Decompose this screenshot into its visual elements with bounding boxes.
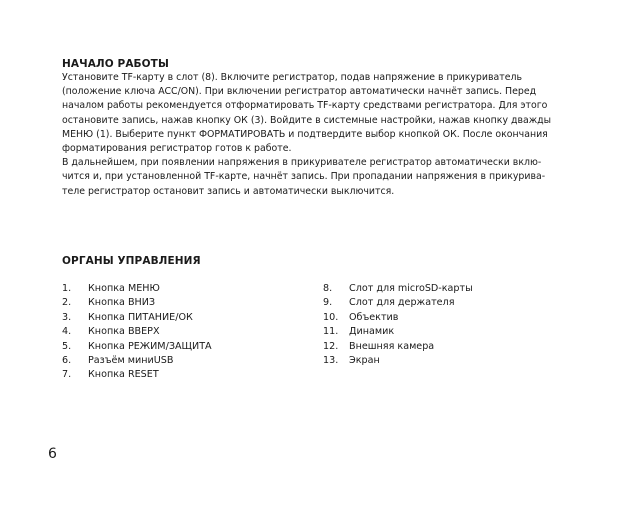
list-item [62, 282, 212, 296]
list-item [323, 325, 473, 339]
controls-list-left [62, 282, 212, 383]
item-number: 8. [323, 283, 333, 294]
item-label: Кнопка RESET [88, 369, 159, 381]
list-item [62, 325, 212, 339]
item-number: 2. [62, 297, 72, 309]
getting-started-text [62, 71, 562, 199]
item-number: 1. [62, 283, 72, 294]
item-label: Экран [349, 355, 380, 367]
list-item [323, 296, 473, 310]
item-label: Кнопка ПИТАНИЕ/ОК [88, 311, 193, 323]
item-number: 11. [323, 326, 339, 338]
item-label: Разъём миниUSB [88, 355, 174, 367]
item-number: 10. [323, 311, 339, 323]
section-title-controls: ОРГАНЫ УПРАВЛЕНИЯ [62, 255, 201, 267]
item-label: Объектив [349, 311, 399, 323]
list-item [62, 354, 212, 368]
item-number: 7. [62, 369, 72, 381]
item-number: 3. [62, 311, 72, 323]
list-item [62, 296, 212, 310]
item-label: Кнопка ВНИЗ [88, 297, 156, 309]
page-number: 6 [48, 446, 57, 462]
list-item [323, 340, 473, 354]
item-number: 4. [62, 326, 72, 338]
list-item [62, 368, 212, 382]
section-title-getting-started: НАЧАЛО РАБОТЫ [62, 58, 169, 70]
item-label: Динамик [349, 326, 395, 338]
controls-list-right [323, 282, 473, 368]
item-number: 5. [62, 340, 72, 352]
paragraph: В дальнейшем, при появлении напряжения в прикуривателе регистратор автоматически вклю-чится и, при установленной TF-карте, начнёт запись. При пропадании напряжения в прикурива-теле регистратор остановит запись и автоматически выключится. [62, 157, 546, 197]
list-item [323, 282, 473, 296]
paragraph: Установите TF-карту в слот (8). Включите регистратор, подав напряжение в прикуриватель (положение ключа ACC/ON). При включении регистратор автоматически начнёт запись. Перед началом работы рекомендуется отформатировать TF-карту средствами регистратора. Для этого остановите запись, нажав кнопку ОК (3). Войдите в системные настройки, нажав кнопку дважды МЕНЮ (1). Выберите пункт ФОРМАТИРОВАТЬ и подтвердите выбор кнопкой ОК. После окончания форматирования регистратор готов к работе. [62, 72, 552, 155]
list-item [62, 340, 212, 354]
item-label: Кнопка РЕЖИМ/ЗАЩИТА [88, 340, 212, 352]
item-number: 6. [62, 355, 72, 367]
item-number: 9. [323, 297, 333, 309]
item-label: Слот для держателя [349, 297, 455, 309]
list-item [62, 311, 212, 325]
item-label: Слот для microSD-карты [349, 283, 473, 294]
item-label: Кнопка ВВЕРХ [88, 326, 160, 338]
list-item [323, 311, 473, 325]
item-label: Внешняя камера [349, 340, 435, 352]
item-number: 13. [323, 355, 339, 367]
item-label: Кнопка МЕНЮ [88, 283, 160, 294]
item-number: 12. [323, 340, 339, 352]
list-item [323, 354, 473, 368]
